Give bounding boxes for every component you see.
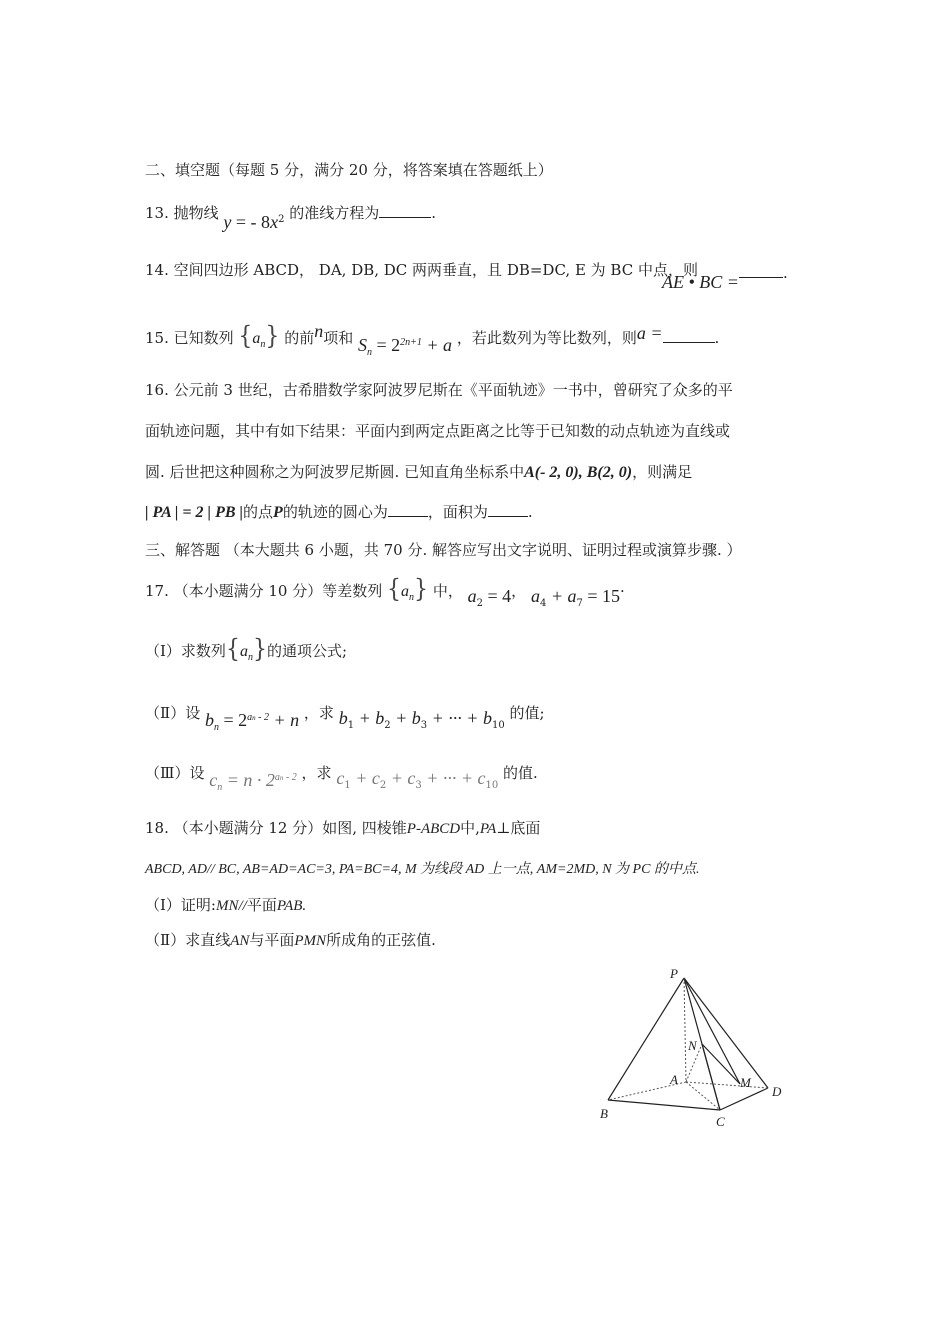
q17-p3-label: （Ⅲ）设 bbox=[145, 764, 205, 782]
q17-p2-exp-sub: n bbox=[252, 714, 256, 722]
q17-p3-c: c bbox=[209, 770, 218, 790]
q17-p3-exp-tail: - 2 bbox=[283, 772, 297, 783]
q17-p3-s1: 1 bbox=[344, 780, 351, 791]
q17-c1-sub: 2 bbox=[476, 598, 483, 609]
q13-y: y bbox=[223, 212, 232, 232]
edge-AD bbox=[686, 1082, 768, 1088]
q17-part1 bbox=[145, 635, 347, 668]
q15-exp: 2n+1 bbox=[400, 337, 422, 348]
q15-a: a bbox=[252, 330, 261, 347]
q17-p2-b-sub: n bbox=[213, 722, 219, 733]
q15-S-sub: n bbox=[367, 347, 372, 358]
q18-line1b: P-ABCD bbox=[406, 821, 461, 837]
q18-line1 bbox=[145, 818, 540, 839]
q16-line4b: 的点 bbox=[243, 503, 274, 521]
label-P: P bbox=[670, 966, 678, 981]
q15-avar: a = bbox=[636, 323, 663, 343]
question-14-text: 14. 空间四边形 ABCD， DA, DB, DC 两两垂直，且 DB=DC, E 为 BC 中点，则 bbox=[145, 261, 698, 279]
q15-answer-blank[interactable] bbox=[663, 342, 715, 343]
q17-mid: 中， bbox=[432, 582, 463, 600]
q13-eq: = - 8 bbox=[231, 212, 271, 232]
q17-c2: a bbox=[530, 586, 540, 606]
q17-p3-s3: 3 bbox=[415, 780, 422, 791]
q15-S: S bbox=[358, 335, 367, 355]
q13-lead: 13. 抛物线 bbox=[145, 204, 219, 222]
q15-brace-left: { bbox=[238, 322, 253, 351]
section2-heading: 二、填空题（每题 5 分，满分 20 分，将答案填在答题纸上） bbox=[145, 161, 553, 179]
label-A: A bbox=[670, 1072, 678, 1087]
label-C: C bbox=[716, 1114, 725, 1129]
q13-x: x bbox=[270, 212, 279, 232]
q18-line2: ABCD, AD// BC, AB=AD=AC=3, PA=BC=4, M 为线段 AD 上一点, AM=2MD, N 为 PC 的中点. bbox=[145, 862, 700, 877]
q18-part1 bbox=[145, 895, 306, 916]
q18-p2a: （Ⅱ）求直线 bbox=[145, 931, 231, 949]
q18-line1d: PA bbox=[479, 821, 497, 837]
q17-end: · bbox=[620, 582, 625, 600]
q18-p1d: PAB. bbox=[276, 898, 307, 914]
q18-line1e: ⊥底面 bbox=[496, 819, 541, 837]
edge-PM bbox=[684, 978, 740, 1084]
q16-end: . bbox=[527, 503, 533, 521]
q17-c2-sub: 4 bbox=[539, 598, 547, 609]
q17-p2-s3: 3 bbox=[420, 720, 428, 731]
q17-p3-eq: = n · 2 bbox=[222, 770, 275, 790]
q16-line1: 16. 公元前 3 世纪，古希腊数学家阿波罗尼斯在《平面轨迹》一书中，曾研究了众多的平 bbox=[145, 381, 733, 399]
q17-p2-s10: 10 bbox=[491, 720, 505, 731]
q17-p2-s2: 2 bbox=[384, 720, 391, 731]
q17-p3-exp: a bbox=[274, 772, 280, 783]
q17-c2-rhs: = 15 bbox=[582, 586, 620, 606]
edge-BC bbox=[608, 1100, 720, 1110]
q17-lead: 17. （本小题满分 10 分）等差数列 bbox=[145, 582, 383, 600]
pyramid-figure bbox=[590, 960, 820, 1130]
q17-part2 bbox=[145, 700, 545, 733]
q17-comma: ， bbox=[511, 582, 527, 600]
q16-points: A(- 2, 0), B(2, 0) bbox=[524, 464, 633, 481]
q18-part2 bbox=[145, 930, 436, 951]
q17-brace-left: { bbox=[387, 575, 402, 604]
q17-p2-b: b bbox=[204, 710, 214, 730]
q16-line4e: ，面积为 bbox=[427, 503, 488, 521]
q15-end: . bbox=[714, 329, 720, 347]
q17-a-sub: n bbox=[409, 592, 415, 603]
q17-p3-tail: 的值. bbox=[503, 764, 538, 782]
label-D: D bbox=[772, 1084, 782, 1099]
q15-mid3: ，若此数列为等比数列，则 bbox=[456, 329, 637, 347]
q16-line4 bbox=[145, 502, 533, 523]
q14-end: . bbox=[782, 264, 788, 282]
section3-heading: 三、解答题 （本大题共 6 小题，共 70 分. 解答应写出文字说明、证明过程或演算步骤. ） bbox=[145, 541, 742, 559]
q17-p2-s1: 1 bbox=[347, 720, 355, 731]
q17-p2-dots: + ··· + b bbox=[427, 708, 492, 728]
edge-PA bbox=[684, 978, 686, 1082]
q17-a: a bbox=[401, 583, 410, 600]
q16-line3 bbox=[145, 462, 692, 483]
label-N: N bbox=[688, 1038, 697, 1053]
q17-c2-plus: + a bbox=[546, 586, 577, 606]
question-15 bbox=[145, 321, 720, 358]
q17-p1-a-sub: n bbox=[247, 652, 253, 663]
q17-p3-sum-c: c bbox=[336, 768, 345, 788]
q17-p3-ask: ，求 bbox=[301, 764, 332, 782]
q15-a-sub: n bbox=[260, 339, 266, 350]
q15-n: n bbox=[314, 321, 324, 341]
label-B: B bbox=[600, 1106, 608, 1121]
q18-line1a: 18. （本小题满分 12 分）如图, 四棱锥 bbox=[145, 819, 407, 837]
q18-p2b: AN bbox=[230, 933, 250, 949]
q17-p2-sum-b: b bbox=[338, 708, 348, 728]
q13-tail: 的准线方程为 bbox=[289, 204, 380, 222]
label-M: M bbox=[740, 1075, 751, 1090]
q16-line3a: 圆. 后世把这种圆称之为阿波罗尼斯圆. 已知直角坐标系中 bbox=[145, 463, 525, 481]
q15-mid2: 项和 bbox=[323, 329, 354, 347]
q17-p1-a: a bbox=[239, 643, 248, 660]
q17-p2-plus: + n bbox=[268, 710, 300, 730]
q18-p2e: 所成角的正弦值. bbox=[326, 931, 436, 949]
question-14-expr bbox=[662, 264, 788, 293]
q15-eq: = 2 bbox=[372, 335, 401, 355]
q17-p3-c-sub: n bbox=[217, 782, 223, 793]
q17-p2-eq: = 2 bbox=[218, 710, 248, 730]
q17-p3-s10: 10 bbox=[485, 780, 499, 791]
q17-p3-exp-sub: n bbox=[279, 774, 284, 782]
q17-p3-plus: + c bbox=[350, 768, 380, 788]
q16-center-blank[interactable] bbox=[388, 516, 428, 517]
q17-p2-exp-tail: - 2 bbox=[255, 712, 269, 723]
q17-part3 bbox=[145, 760, 538, 793]
q17-c1-rhs: = 4 bbox=[482, 586, 512, 606]
edge-AC bbox=[686, 1082, 720, 1110]
q17-c1: a bbox=[467, 586, 477, 606]
q17-p1-tail: 的通项公式; bbox=[266, 642, 347, 660]
q17-p1-label: （Ⅰ）求数列 bbox=[145, 642, 226, 660]
q17-p2-ask: ，求 bbox=[303, 704, 334, 722]
question-17 bbox=[145, 575, 625, 609]
question-13 bbox=[145, 200, 437, 232]
q17-p1-brace-right: } bbox=[252, 635, 267, 664]
q16-line4d: 的轨迹的圆心为 bbox=[282, 503, 388, 521]
q16-area-blank[interactable] bbox=[488, 516, 528, 517]
q15-brace-right: } bbox=[265, 322, 280, 351]
q15-mid1: 的前 bbox=[284, 329, 315, 347]
q16-condition: | PA | = 2 | PB | bbox=[145, 504, 244, 521]
q17-p2-plus2: + b bbox=[354, 708, 385, 728]
q14-expr: AE • BC = bbox=[662, 272, 739, 292]
q13-exp: 2 bbox=[278, 214, 285, 225]
q17-p1-brace-left: { bbox=[225, 635, 240, 664]
q17-brace-right: } bbox=[414, 575, 429, 604]
q18-p1a: （Ⅰ）证明: bbox=[145, 896, 216, 914]
q18-p2c: 与平面 bbox=[249, 931, 295, 949]
q17-p2-exp: a bbox=[247, 712, 253, 723]
q17-p3-dots: + ··· + c bbox=[421, 768, 486, 788]
q16-P: P bbox=[273, 504, 283, 521]
edge-CD bbox=[720, 1088, 768, 1110]
q17-c2-sub2: 7 bbox=[576, 598, 583, 609]
edge-PD bbox=[684, 978, 768, 1088]
q17-p3-s2: 2 bbox=[379, 780, 387, 791]
q16-line3c: ，则满足 bbox=[632, 463, 693, 481]
q14-answer-blank[interactable] bbox=[739, 277, 783, 278]
q18-p1c: 平面 bbox=[246, 896, 277, 914]
q13-end: . bbox=[431, 204, 437, 222]
q18-line1c: 中, bbox=[460, 819, 480, 837]
q17-p3-plus2: + c bbox=[386, 768, 416, 788]
q15-lead: 15. 已知数列 bbox=[145, 329, 234, 347]
q18-p2d: PMN bbox=[294, 933, 327, 949]
q15-plus: + a bbox=[421, 335, 453, 355]
q16-line2: 面轨迹问题，其中有如下结果：平面内到两定点距离之比等于已知数的动点轨迹为直线或 bbox=[145, 422, 731, 440]
q17-p2-tail: 的值; bbox=[509, 704, 545, 722]
q17-p2-label: （Ⅱ）设 bbox=[145, 704, 201, 722]
q18-p1b: MN// bbox=[215, 898, 247, 914]
q13-answer-blank[interactable] bbox=[379, 217, 431, 218]
q17-p2-plus3: + b bbox=[390, 708, 421, 728]
